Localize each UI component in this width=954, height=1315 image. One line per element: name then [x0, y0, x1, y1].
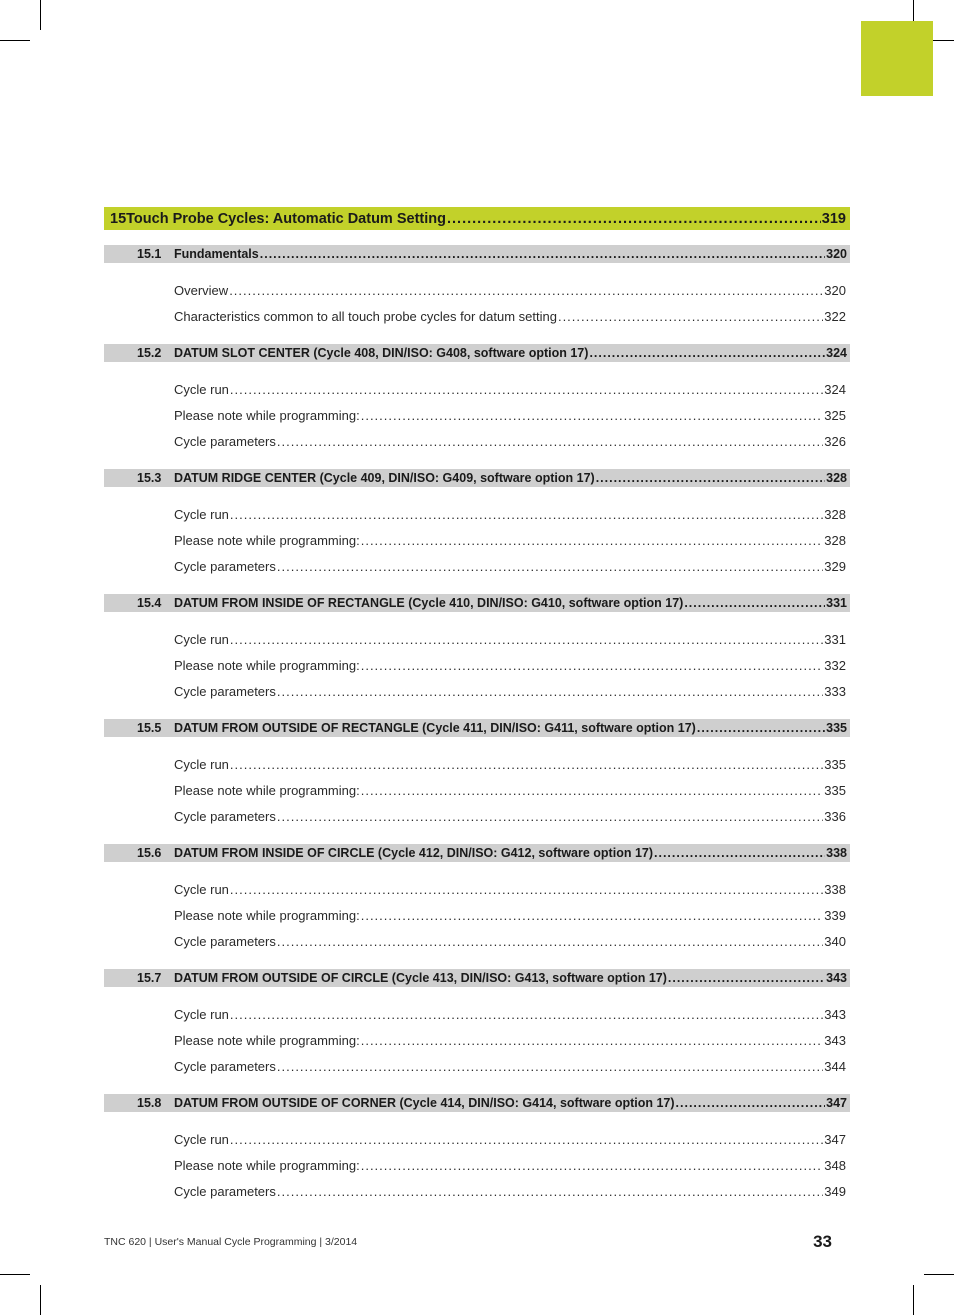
- dot-leader: [230, 882, 823, 897]
- dot-leader: [361, 1158, 824, 1173]
- page-number: 33: [813, 1232, 832, 1251]
- entry-page: 331: [824, 631, 846, 647]
- toc-section-row[interactable]: [104, 344, 850, 362]
- toc-entry-row[interactable]: [174, 1182, 846, 1200]
- toc-entry-row[interactable]: [174, 505, 846, 523]
- section-page: 338: [826, 846, 847, 860]
- entry-title: Cycle run: [174, 631, 229, 647]
- toc-entry-row[interactable]: [174, 557, 846, 575]
- toc-section-row[interactable]: [104, 245, 850, 263]
- entry-title: Cycle run: [174, 381, 229, 397]
- entry-title: Please note while programming:: [174, 407, 360, 423]
- toc-entry-row[interactable]: [174, 880, 846, 898]
- toc-entry-row[interactable]: [174, 307, 846, 325]
- dot-leader: [697, 721, 825, 735]
- dot-leader: [277, 934, 823, 949]
- toc-entry-row[interactable]: [174, 755, 846, 773]
- dot-leader: [361, 533, 824, 548]
- section-title: DATUM FROM OUTSIDE OF CORNER (Cycle 414, DIN/ISO: G414, software option 17): [174, 1096, 675, 1110]
- entry-page: 348: [824, 1157, 846, 1173]
- entry-page: 335: [824, 782, 846, 798]
- toc-section-row[interactable]: [104, 594, 850, 612]
- section-page: 331: [826, 596, 847, 610]
- entry-page: 326: [824, 433, 846, 449]
- chapter-title: Touch Probe Cycles: Automatic Datum Setting: [126, 210, 446, 227]
- toc-entry-row[interactable]: [174, 906, 846, 924]
- entry-title: Cycle parameters: [174, 1058, 276, 1074]
- dot-leader: [277, 1184, 823, 1199]
- crop-mark: [40, 0, 41, 30]
- dot-leader: [361, 408, 824, 423]
- entry-title: Cycle run: [174, 1131, 229, 1147]
- section-title: DATUM FROM OUTSIDE OF CIRCLE (Cycle 413, DIN/ISO: G413, software option 17): [174, 971, 667, 985]
- toc-entry-row[interactable]: [174, 1156, 846, 1174]
- dot-leader: [229, 283, 823, 298]
- crop-mark: [0, 1274, 30, 1275]
- dot-leader: [230, 1007, 823, 1022]
- crop-mark: [0, 40, 30, 41]
- entry-title: Cycle parameters: [174, 933, 276, 949]
- dot-leader: [596, 471, 825, 485]
- section-number: 15.3: [137, 471, 162, 485]
- entry-title: Cycle run: [174, 1006, 229, 1022]
- toc-entry-row[interactable]: [174, 1130, 846, 1148]
- chapter-tab-marker: [861, 21, 933, 96]
- section-title: DATUM SLOT CENTER (Cycle 408, DIN/ISO: G408, software option 17): [174, 346, 589, 360]
- section-number: 15.8: [137, 1096, 162, 1110]
- toc-entry-row[interactable]: [174, 656, 846, 674]
- section-number: 15.6: [137, 846, 162, 860]
- toc-entry-row[interactable]: [174, 281, 846, 299]
- toc-entry-row[interactable]: [174, 1057, 846, 1075]
- entry-title: Please note while programming:: [174, 657, 360, 673]
- entry-page: 344: [824, 1058, 846, 1074]
- dot-leader: [447, 211, 821, 227]
- entry-page: 340: [824, 933, 846, 949]
- entry-page: 349: [824, 1183, 846, 1199]
- entry-title: Cycle parameters: [174, 808, 276, 824]
- toc-entry-row[interactable]: [174, 682, 846, 700]
- entry-title: Please note while programming:: [174, 907, 360, 923]
- toc-entry-row[interactable]: [174, 807, 846, 825]
- entry-page: 328: [824, 506, 846, 522]
- dot-leader: [277, 559, 823, 574]
- chapter-number: 15: [110, 210, 127, 227]
- section-page: 324: [826, 346, 847, 360]
- entry-page: 343: [824, 1032, 846, 1048]
- dot-leader: [277, 809, 823, 824]
- toc-entry-row[interactable]: [174, 781, 846, 799]
- section-number: 15.1: [137, 247, 162, 261]
- dot-leader: [230, 1132, 823, 1147]
- entry-page: 347: [824, 1131, 846, 1147]
- section-page: 343: [826, 971, 847, 985]
- entry-title: Cycle run: [174, 881, 229, 897]
- entry-title: Please note while programming:: [174, 782, 360, 798]
- toc-entry-row[interactable]: [174, 630, 846, 648]
- entry-page: 332: [824, 657, 846, 673]
- entry-title: Please note while programming:: [174, 532, 360, 548]
- dot-leader: [260, 247, 825, 261]
- dot-leader: [668, 971, 825, 985]
- dot-leader: [684, 596, 825, 610]
- toc-entry-row[interactable]: [174, 406, 846, 424]
- section-page: 347: [826, 1096, 847, 1110]
- dot-leader: [361, 658, 824, 673]
- entry-title: Cycle run: [174, 506, 229, 522]
- entry-title: Please note while programming:: [174, 1032, 360, 1048]
- entry-page: 320: [824, 282, 846, 298]
- toc-section-row[interactable]: [104, 844, 850, 862]
- section-title: DATUM FROM INSIDE OF CIRCLE (Cycle 412, DIN/ISO: G412, software option 17): [174, 846, 654, 860]
- dot-leader: [277, 684, 823, 699]
- entry-title: Cycle parameters: [174, 1183, 276, 1199]
- entry-title: Characteristics common to all touch probe cycles for datum setting: [174, 308, 557, 324]
- toc-section-row[interactable]: [104, 469, 850, 487]
- entry-title: Overview: [174, 282, 229, 298]
- dot-leader: [654, 846, 825, 860]
- entry-title: Please note while programming:: [174, 1157, 360, 1173]
- dot-leader: [230, 757, 823, 772]
- section-title: DATUM RIDGE CENTER (Cycle 409, DIN/ISO: G409, software option 17): [174, 471, 595, 485]
- dot-leader: [558, 309, 823, 324]
- dot-leader: [361, 908, 824, 923]
- dot-leader: [277, 1059, 823, 1074]
- section-title: DATUM FROM INSIDE OF RECTANGLE (Cycle 410, DIN/ISO: G410, software option 17): [174, 596, 684, 610]
- entry-page: 328: [824, 532, 846, 548]
- section-number: 15.4: [137, 596, 162, 610]
- entry-page: 333: [824, 683, 846, 699]
- toc-entry-row[interactable]: [174, 1005, 846, 1023]
- crop-mark: [924, 1274, 954, 1275]
- toc-entry-row[interactable]: [174, 432, 846, 450]
- entry-page: 336: [824, 808, 846, 824]
- chapter-heading[interactable]: [104, 207, 850, 230]
- crop-mark: [40, 1285, 41, 1315]
- toc-entry-row[interactable]: [174, 1031, 846, 1049]
- dot-leader: [589, 346, 825, 360]
- toc-section-row[interactable]: [104, 969, 850, 987]
- entry-title: Cycle parameters: [174, 683, 276, 699]
- entry-page: 329: [824, 558, 846, 574]
- entry-title: Cycle run: [174, 756, 229, 772]
- entry-title: Cycle parameters: [174, 433, 276, 449]
- section-number: 15.2: [137, 346, 162, 360]
- section-title: DATUM FROM OUTSIDE OF RECTANGLE (Cycle 411, DIN/ISO: G411, software option 17): [174, 721, 696, 735]
- section-page: 335: [826, 721, 847, 735]
- dot-leader: [230, 632, 823, 647]
- crop-mark: [913, 1285, 914, 1315]
- entry-page: 339: [824, 907, 846, 923]
- section-number: 15.7: [137, 971, 162, 985]
- entry-page: 335: [824, 756, 846, 772]
- section-page: 320: [826, 247, 847, 261]
- toc-entry-row[interactable]: [174, 531, 846, 549]
- dot-leader: [230, 507, 823, 522]
- toc-entry-row[interactable]: [174, 932, 846, 950]
- toc-entry-row[interactable]: [174, 380, 846, 398]
- section-title: Fundamentals: [174, 247, 259, 261]
- dot-leader: [361, 1033, 824, 1048]
- dot-leader: [361, 783, 824, 798]
- entry-page: 338: [824, 881, 846, 897]
- section-page: 328: [826, 471, 847, 485]
- dot-leader: [277, 434, 823, 449]
- toc-section-row[interactable]: [104, 719, 850, 737]
- entry-page: 325: [824, 407, 846, 423]
- dot-leader: [230, 382, 823, 397]
- entry-page: 343: [824, 1006, 846, 1022]
- entry-page: 322: [824, 308, 846, 324]
- footer-text: TNC 620 | User's Manual Cycle Programming | 3/2014: [104, 1236, 358, 1248]
- chapter-page: 319: [821, 210, 846, 227]
- entry-page: 324: [824, 381, 846, 397]
- dot-leader: [676, 1096, 826, 1110]
- entry-title: Cycle parameters: [174, 558, 276, 574]
- toc-section-row[interactable]: [104, 1094, 850, 1112]
- section-number: 15.5: [137, 721, 162, 735]
